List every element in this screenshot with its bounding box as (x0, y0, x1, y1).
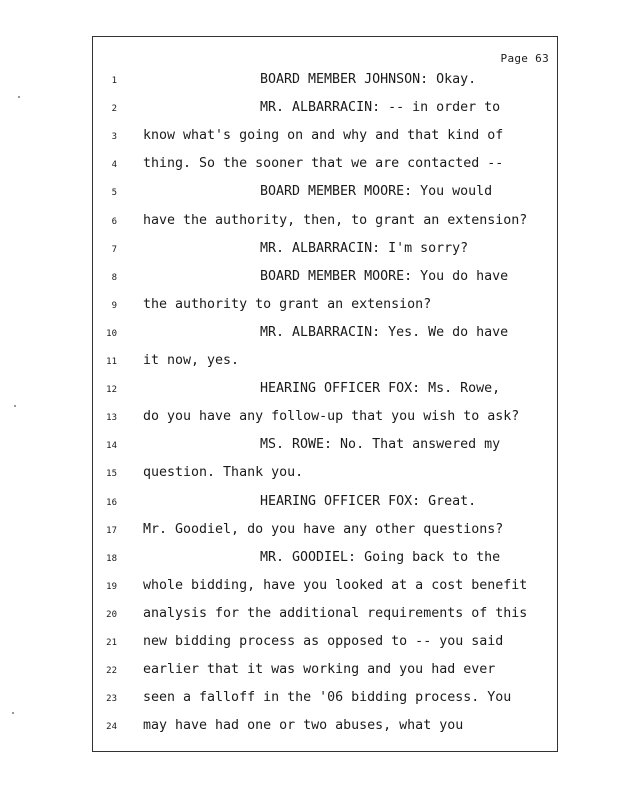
line-text: do you have any follow-up that you wish to ask? (143, 409, 520, 425)
line-number: 1 (111, 76, 117, 86)
line-text: analysis for the additional requirements of this (143, 605, 528, 621)
line-number: 22 (106, 666, 117, 677)
line-number: 17 (106, 525, 117, 536)
transcript-line (93, 267, 557, 295)
line-number: 3 (111, 132, 117, 143)
transcript-line (93, 182, 557, 210)
transcript-line (93, 520, 557, 548)
line-text: MR. ALBARRACIN: -- in order to (260, 100, 501, 116)
line-text: BOARD MEMBER MOORE: You do have (260, 268, 509, 284)
line-number: 20 (106, 609, 117, 620)
line-number: 9 (111, 300, 117, 311)
line-text: BOARD MEMBER MOORE: You would (260, 184, 493, 200)
line-number: 8 (111, 272, 117, 283)
transcript-line (93, 211, 557, 239)
line-text: seen a falloff in the '06 bidding process. You (143, 690, 512, 706)
transcript-line (93, 379, 557, 407)
line-text: MR. GOODIEL: Going back to the (260, 549, 501, 565)
transcript-line (93, 295, 557, 323)
line-number: 18 (106, 553, 117, 564)
line-number: 6 (111, 216, 117, 227)
transcript-line (93, 604, 557, 632)
transcript-line (93, 98, 557, 126)
transcript-line (93, 239, 557, 267)
transcript-line (93, 463, 557, 491)
transcript-line (93, 435, 557, 463)
line-text: new bidding process as opposed to -- you said (143, 634, 504, 649)
line-number: 5 (111, 188, 117, 199)
transcript-line (93, 154, 557, 182)
transcript-line (93, 688, 557, 716)
transcript-line (93, 70, 557, 98)
transcript-line (93, 660, 557, 688)
transcript-line (93, 492, 557, 520)
scan-speck (18, 96, 20, 98)
line-number: 7 (111, 244, 117, 255)
transcript-line (93, 351, 557, 379)
scan-speck (12, 712, 14, 714)
line-number: 24 (106, 722, 117, 733)
line-text: MS. ROWE: No. That answered my (260, 437, 501, 453)
line-text: HEARING OFFICER FOX: Great. (260, 493, 477, 509)
line-text: question. Thank you. (143, 465, 304, 481)
transcript-line (93, 323, 557, 351)
line-number: 19 (106, 581, 117, 592)
line-number: 15 (106, 469, 117, 480)
line-number: 16 (106, 497, 117, 508)
transcript-page (92, 36, 558, 752)
line-text: Mr. Goodiel, do you have any other questions? (143, 521, 504, 537)
line-text: may have had one or two abuses, what you (143, 718, 464, 734)
line-text: know what's going on and why and that kind of (143, 128, 504, 144)
scan-speck (14, 405, 16, 407)
line-number: 23 (106, 694, 117, 705)
line-number: 14 (106, 441, 117, 452)
line-text: the authority to grant an extension? (143, 296, 432, 312)
page-number: Page 63 (500, 52, 549, 65)
line-text: MR. ALBARRACIN: I'm sorry? (260, 240, 469, 256)
line-number: 11 (106, 357, 117, 367)
transcript-line (93, 548, 557, 576)
transcript-line (93, 407, 557, 435)
transcript-line (93, 716, 557, 744)
line-text: have the authority, then, to grant an extension? (143, 212, 528, 228)
line-text: earlier that it was working and you had ever (143, 662, 496, 678)
line-text: whole bidding, have you looked at a cost benefit (143, 577, 528, 593)
line-number: 21 (106, 638, 117, 648)
line-number: 2 (111, 104, 117, 115)
line-text: MR. ALBARRACIN: Yes. We do have (260, 324, 509, 340)
line-text: it now, yes. (143, 353, 240, 368)
transcript-line (93, 632, 557, 660)
transcript-line (93, 576, 557, 604)
line-number: 4 (111, 160, 117, 171)
line-text: HEARING OFFICER FOX: Ms. Rowe, (260, 381, 501, 397)
transcript-line (93, 126, 557, 154)
line-text: thing. So the sooner that we are contacted -- (143, 156, 504, 172)
line-number: 12 (106, 385, 117, 396)
line-text: BOARD MEMBER JOHNSON: Okay. (260, 72, 477, 87)
line-number: 13 (106, 413, 117, 424)
line-number: 10 (106, 328, 117, 339)
